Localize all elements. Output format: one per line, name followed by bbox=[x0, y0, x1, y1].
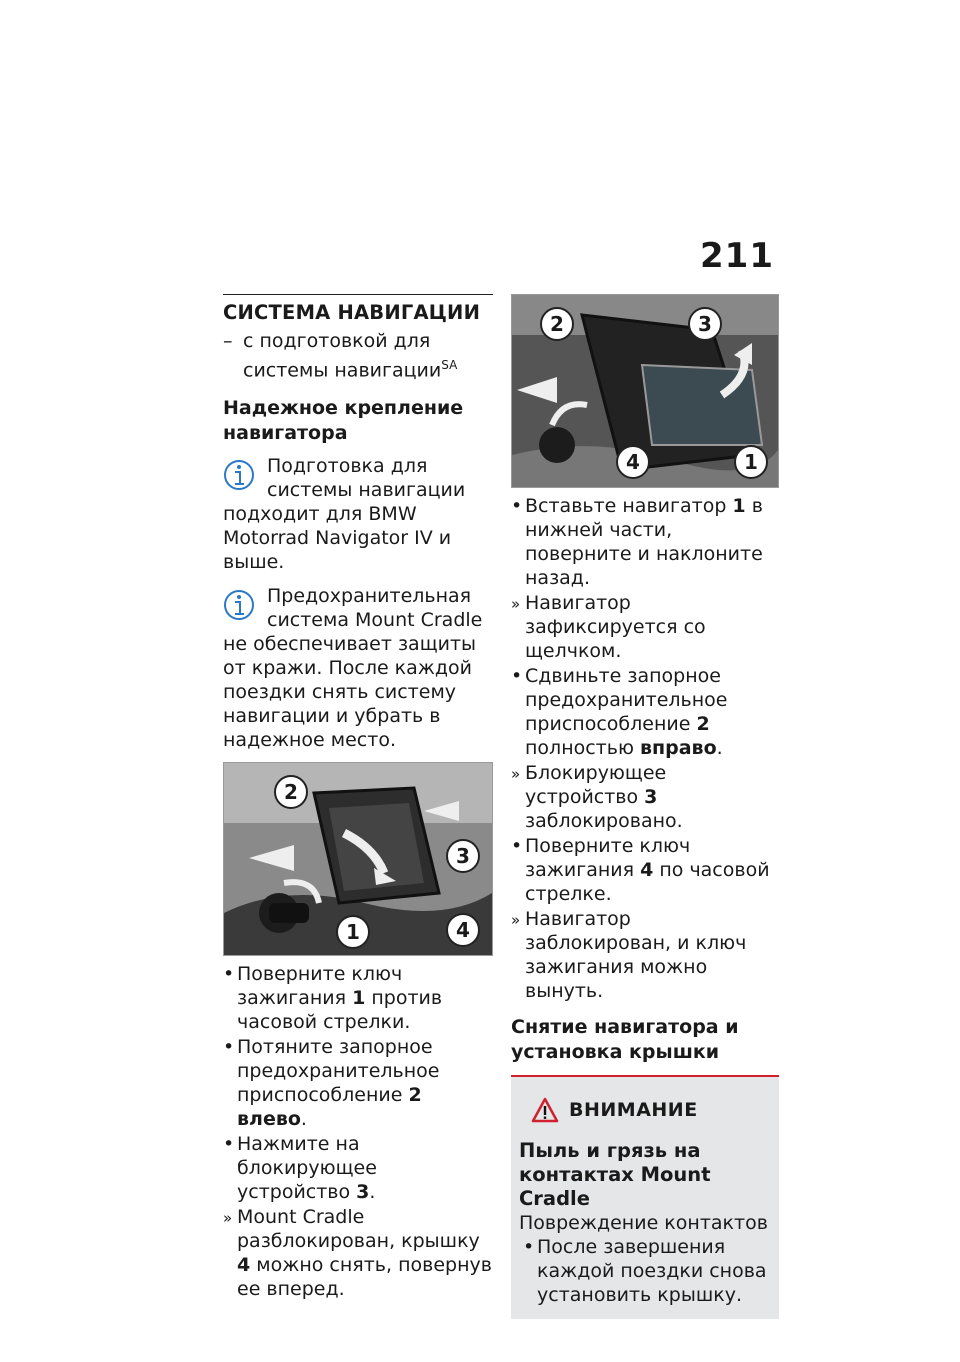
step-result: » Блокирующее устройство 3 заблокировано. bbox=[511, 762, 683, 832]
photo-label-4: 4 bbox=[446, 913, 480, 947]
dash-mark: – bbox=[223, 330, 233, 352]
photo-lock bbox=[511, 294, 779, 488]
photo-label-4: 4 bbox=[616, 445, 650, 479]
subsection-title-secure: Надежное крепление навигатора bbox=[223, 397, 464, 445]
photo-label-3: 3 bbox=[688, 307, 722, 341]
info-text-1: Подготовка для системы навигации подходит для BMW Motorrad Navigator IV и выше. bbox=[223, 455, 466, 574]
info-icon bbox=[223, 458, 257, 494]
photo-label-1: 1 bbox=[336, 915, 370, 949]
warning-item: • После завершения каждой поездки снова установить крышку. bbox=[523, 1236, 767, 1306]
photo-unlock bbox=[223, 762, 493, 956]
warning-box bbox=[511, 1075, 779, 1319]
warning-triangle-icon bbox=[531, 1097, 559, 1123]
equipment-text: с подготовкой для системы навигации bbox=[243, 330, 442, 382]
step-item: • Поверните ключ зажигания 4 по часовой стрелке. bbox=[511, 835, 770, 905]
page-number: 211 bbox=[700, 236, 774, 276]
step-result: » Mount Cradle разблокирован, крышку 4 можно снять, повернув ее вперед. bbox=[223, 1206, 492, 1301]
info-icon bbox=[223, 588, 257, 624]
photo-label-1: 1 bbox=[734, 445, 768, 479]
warning-label: ВНИМАНИЕ bbox=[569, 1099, 698, 1121]
photo-label-2: 2 bbox=[274, 775, 308, 809]
right-column bbox=[511, 294, 779, 1319]
info-note-2 bbox=[223, 584, 493, 752]
equipment-line bbox=[223, 329, 493, 382]
step-item: • Потяните запорное предохранительное приспособление 2 влево. bbox=[223, 1036, 440, 1131]
steps-lock bbox=[511, 494, 779, 1003]
info-text-2: Предохранительная система Mount Cradle не обеспечивает защиты от кражи. После каждой поездки снять систему навигации и убрать в надежное место. bbox=[223, 585, 483, 752]
step-item: • Нажмите на блокирующее устройство 3. bbox=[223, 1133, 377, 1204]
section-title: СИСТЕМА НАВИГАЦИИ bbox=[223, 294, 493, 325]
left-column bbox=[223, 294, 493, 1302]
step-item: • Вставьте навигатор 1 в нижней части, поверните и наклоните назад. bbox=[511, 495, 763, 589]
photo-label-3: 3 bbox=[446, 839, 480, 873]
warning-header bbox=[531, 1097, 769, 1123]
photo-label-2: 2 bbox=[540, 307, 574, 341]
step-item: • Поверните ключ зажигания 1 против часовой стрелки. bbox=[223, 963, 443, 1034]
steps-unlock bbox=[223, 962, 493, 1301]
subsection-title-remove: Снятие навигатора и установка крышки bbox=[511, 1016, 739, 1063]
warning-subtitle: Повреждение контактов bbox=[519, 1212, 768, 1234]
step-result: » Навигатор заблокирован, и ключ зажигания можно вынуть. bbox=[511, 908, 747, 1002]
warning-title: Пыль и грязь на контактах Mount Cradle bbox=[519, 1139, 711, 1210]
sa-superscript: SA bbox=[441, 358, 458, 372]
step-item: • Сдвиньте запорное предохранительное приспособление 2 полностью вправо. bbox=[511, 665, 728, 759]
step-result: » Навигатор зафиксируется со щелчком. bbox=[511, 592, 706, 662]
info-note-1 bbox=[223, 454, 493, 574]
